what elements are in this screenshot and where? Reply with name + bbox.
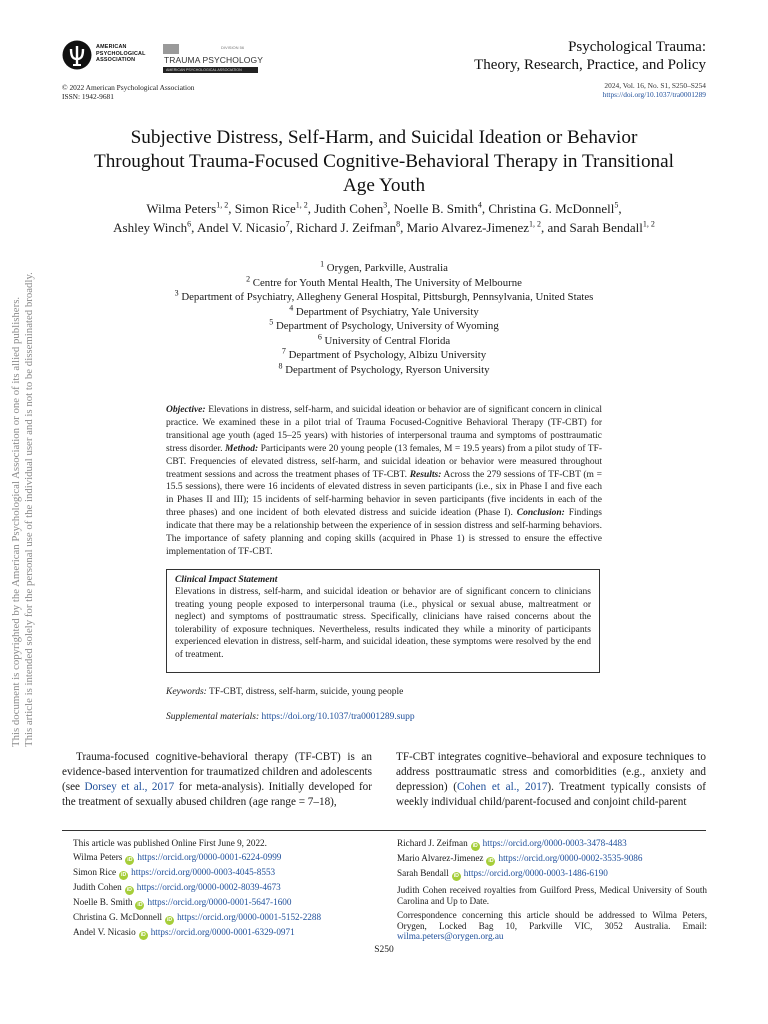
affiliation-number: 3 [174,288,179,298]
orcid-link[interactable]: https://orcid.org/0000-0003-4045-8553 [131,867,276,878]
orcid-author-name: Christina G. McDonnell [73,912,163,923]
citation-link-cohen[interactable]: Cohen et al., 2017 [457,781,548,793]
affiliation-number: 1 [320,259,325,269]
footer-right [397,836,707,942]
orcid-link[interactable]: https://orcid.org/0000-0001-5647-1600 [147,897,292,908]
author-name: and Sarah Bendall [547,220,643,235]
affiliation-number: 4 [289,302,294,312]
clinical-impact-box [166,569,600,673]
footer-left [73,836,383,940]
affiliation-text: Department of Psychology, Albizu University [285,349,487,361]
objective-text: Elevations in distress, self-harm, and suicidal ideation or behavior are of significant concern in clinical practice. We examined these in a pilot trial of Trauma Focused-Cognitive Behavioral Therapy (TF-CBT) for transitional age youth (aged 15–25 years) with histories of interpersonal trauma and symptoms of posttraumatic stress disorder. [166,405,602,454]
affiliation-item [40,331,728,349]
abstract [166,404,602,559]
affiliation-text: Orygen, Parkville, Australia [324,262,448,274]
affiliation-item [40,319,728,334]
orcid-author-name: Andel V. Nicasio [73,927,136,938]
affiliation-item [40,302,728,320]
division-logo-bar: AMERICAN PSYCHOLOGICAL ASSOCIATION [163,67,258,73]
affiliation-text: University of Central Florida [321,334,451,347]
orcid-icon: iD [453,873,459,879]
trauma-psychology-logo [163,44,263,74]
affiliation-item [40,360,728,378]
author-name: Mario Alvarez-Jimenez [406,220,530,235]
orcid-icon: iD [166,917,173,924]
author-name: Ashley Winch [113,220,188,235]
affiliation-item [40,348,728,363]
orcid-link[interactable]: https://orcid.org/0000-0003-1486-6190 [463,868,608,878]
orcid-entry [73,925,383,940]
orcid-list-right [397,836,707,881]
affiliation-number: 6 [317,331,322,341]
affiliation-text: Centre for Youth Mental Health, The University of Melbourne [250,276,522,289]
author-affiliation-marker: 1, 2 [529,219,542,229]
orcid-link[interactable]: https://orcid.org/0000-0001-6224-0999 [137,852,282,863]
copyright-block [62,83,194,102]
orcid-icon: iD [121,872,127,879]
author-name: Noelle B. Smith [393,201,478,216]
objective-label: Objective: [166,405,206,415]
orcid-entry [397,851,707,866]
copyright-text: © 2022 American Psychological Association [62,83,195,92]
orcid-author-name: Noelle B. Smith [73,897,133,908]
author-affiliation-marker: 1, 2 [216,200,229,210]
affiliation-number: 8 [278,360,283,370]
publication-note: This article was published Online First June 9, 2022. [73,838,267,848]
supplemental-materials [166,711,415,723]
method-text: Participants were 20 young people (13 females, M = 19.5 years) from a pilot study of TF-CBT. Frequencies of elevated distress, self-harm, and suicidal ideation or behavior were measured throughout treatment sessions and across the treatment phases of TF-CBT. [166,443,603,480]
issue-block [603,81,706,100]
author-name: Judith Cohen [314,201,384,216]
division-logo-small-text: DIVISION 56 [221,45,245,50]
citation-link-dorsey[interactable]: Dorsey et al., 2017 [84,781,175,793]
affiliation-item [40,290,728,305]
issn-text: ISSN: 1942-9681 [62,92,114,102]
orcid-entry [73,880,383,895]
orcid-author-name: Judith Cohen [73,882,122,893]
author-name: Richard J. Zeifman [296,220,397,235]
orcid-author-name: Simon Rice [73,867,117,878]
impact-title: Clinical Impact Statement [175,575,278,585]
keywords-label: Keywords: [166,687,207,697]
apa-logo [62,40,160,74]
apa-psi-icon [62,40,92,70]
page-number: S250 [374,945,394,955]
orcid-link[interactable]: https://orcid.org/0000-0001-6329-0971 [150,927,295,938]
orcid-entry [73,865,383,880]
orcid-icon: iD [140,932,146,939]
side-note-line-1: This document is copyrighted by the American Psychological Association or one of its allied publishers. [10,296,22,747]
affiliation-text: Department of Psychiatry, Allegheny General Hospital, Pittsburgh, Pennsylvania, United States [178,291,594,303]
results-text: Across the 279 sessions of TF-CBT (m = 15.5 sessions), there were 16 incidents of elevated distress in seven participants (i.e., six in Phase I and five each in Phases II and III); 15 incidents of self-harming behavior in seven participants (five incidents in each of the three phases) and one incident of both elevated distress and suicide ideation (Phase I). [166,469,603,519]
conclusion-label: Conclusion: [516,508,565,519]
journal-title: Psychological Trauma: Theory, Research, Practice, and Policy [474,39,706,73]
orcid-entry [73,910,383,925]
supplemental-link[interactable]: https://doi.org/10.1037/tra0001289.supp [261,712,415,722]
orcid-author-name: Richard J. Zeifman [397,838,468,848]
keywords-text: TF-CBT, distress, self-harm, suicide, young people [209,687,404,697]
results-label: Results: [409,469,442,480]
disclosure-note: Judith Cohen received royalties from Guilford Press, Medical University of South Carolina and Up to Date. [397,885,707,906]
side-note-line-2: This article is intended solely for the personal use of the individual user and is not to be disseminated broadly. [23,272,35,747]
author-affiliation-marker: 7 [285,219,290,229]
orcid-author-name: Mario Alvarez-Jimenez [397,853,484,863]
author-list [40,199,728,237]
orcid-link[interactable]: https://orcid.org/0000-0002-8039-4673 [136,882,281,893]
correspondence-note: Correspondence concerning this article should be addressed to Wilma Peters, Orygen, Locked Bag 10, Parkville VIC, 3052 Australia. Email: wilma.peters@orygen.org.au [397,910,707,941]
orcid-icon: iD [127,857,133,864]
author-name: Simon Rice [234,201,296,216]
conclusion-text: Findings indicate that there may be a relationship between the experience of in session distress and self-harming behaviors. The importance of safety planning and coping skills (acquired in Phase 1) is stressed to ensure the effective implementation of TF-CBT. [166,508,603,557]
affiliation-number: 7 [281,346,286,356]
author-affiliation-marker: 6 [187,219,192,229]
supplemental-label: Supplemental materials: [166,712,260,722]
affiliation-item [40,261,728,276]
author-name: Christina G. McDonnell [488,201,615,216]
apa-logo-text: AMERICAN PSYCHOLOGICAL ASSOCIATION [96,44,146,64]
footer-divider [62,830,706,831]
orcid-entry [397,866,707,881]
orcid-author-name: Sarah Bendall [397,868,449,878]
body-column-right: TF-CBT integrates cognitive–behavioral and exposure techniques to address posttraumatic stress and comorbidities (e.g., anxiety and depression) (Cohen et al., 2017). Treatment typically consists of weekly individual child/parent-focused and conjoint child-parent [396,751,706,808]
author-line-2: Ashley Winch$^6$, Andel V. Nicasio$^7$, Richard J. Zeifman$^8$, Mario Alvarez-Jimenez$^{1, 2}$, and Sarah Bendall$^{1, 2}$ [113,219,655,235]
author-affiliation-marker: 5 [614,200,619,210]
body-column-left: Trauma-focused cognitive-behavioral therapy (TF-CBT) is an evidence-based intervention for traumatized children and adolescents (see Dorsey et al., 2017 for meta-analysis). Initially developed for the treatment of sexually abused children (age range = 7–18), [62,751,373,808]
orcid-link[interactable]: https://orcid.org/0000-0003-3478-4483 [482,838,627,848]
orcid-icon: iD [472,843,478,849]
author-affiliation-marker: 4 [477,200,482,210]
orcid-link[interactable]: https://orcid.org/0000-0002-3535-9086 [498,853,643,863]
orcid-author-name: Wilma Peters [73,852,123,863]
author-affiliation-marker: 1, 2 [642,219,655,229]
issue-info: 2024, Vol. 16, No. S1, S250–S254 [604,81,706,90]
keywords [166,686,403,698]
author-name: Wilma Peters [146,201,217,216]
impact-body: Elevations in distress, self-harm, and suicidal ideation or behavior are of significant concern to clinicians treating young people exposed to interpersonal trauma (i.e., physical or sexual abuse, maltreatment or neglect) and symptoms of posttraumatic stress. Specifically, clinicians have raised concerns about the tolerability of exposure techniques. Nevertheless, results indicated they while a minority of participants experienced elevation in distress, self-harm, and suicidal ideation, these symptoms were resolved by the end of treatment. [175,587,591,660]
author-line-1: Wilma Peters$^{1, 2}$, Simon Rice$^{1, 2}$, Judith Cohen$^3$, Noelle B. Smith$^4$, Christina G. McDonnell$^5$, [146,200,622,216]
orcid-entry [397,836,707,851]
affiliation-list [40,261,728,377]
affiliation-number: 5 [269,317,274,327]
orcid-list-left [73,850,383,940]
correspondence-email-link[interactable]: wilma.peters@orygen.org.au [397,931,504,941]
division-logo-main-text: TRAUMA PSYCHOLOGY [164,55,263,65]
method-label: Method: [224,443,259,454]
author-affiliation-marker: 3 [383,200,388,210]
doi-link[interactable]: https://doi.org/10.1037/tra0001289 [602,90,706,100]
author-name: Andel V. Nicasio [196,220,286,235]
affiliation-number: 2 [246,273,251,283]
orcid-icon: iD [137,902,143,909]
orcid-entry [73,895,383,910]
author-affiliation-marker: 8 [396,219,401,229]
orcid-entry [73,850,383,865]
side-copyright-note [10,272,50,750]
orcid-icon: iD [126,887,132,894]
orcid-link[interactable]: https://orcid.org/0000-0001-5152-2288 [177,912,322,923]
affiliation-item [40,273,728,291]
orcid-icon: iD [488,858,494,864]
affiliation-text: Department of Psychology, University of Wyoming [273,320,499,332]
affiliation-text: Department of Psychology, Ryerson University [282,363,490,376]
author-affiliation-marker: 1, 2 [295,200,308,210]
affiliation-text: Department of Psychiatry, Yale University [293,305,479,318]
article-title: Subjective Distress, Self-Harm, and Suicidal Ideation or Behavior Throughout Trauma-Focused Cognitive-Behavioral Therapy in Transitional Age Youth [93,127,674,196]
division-logo-mark [163,44,179,54]
